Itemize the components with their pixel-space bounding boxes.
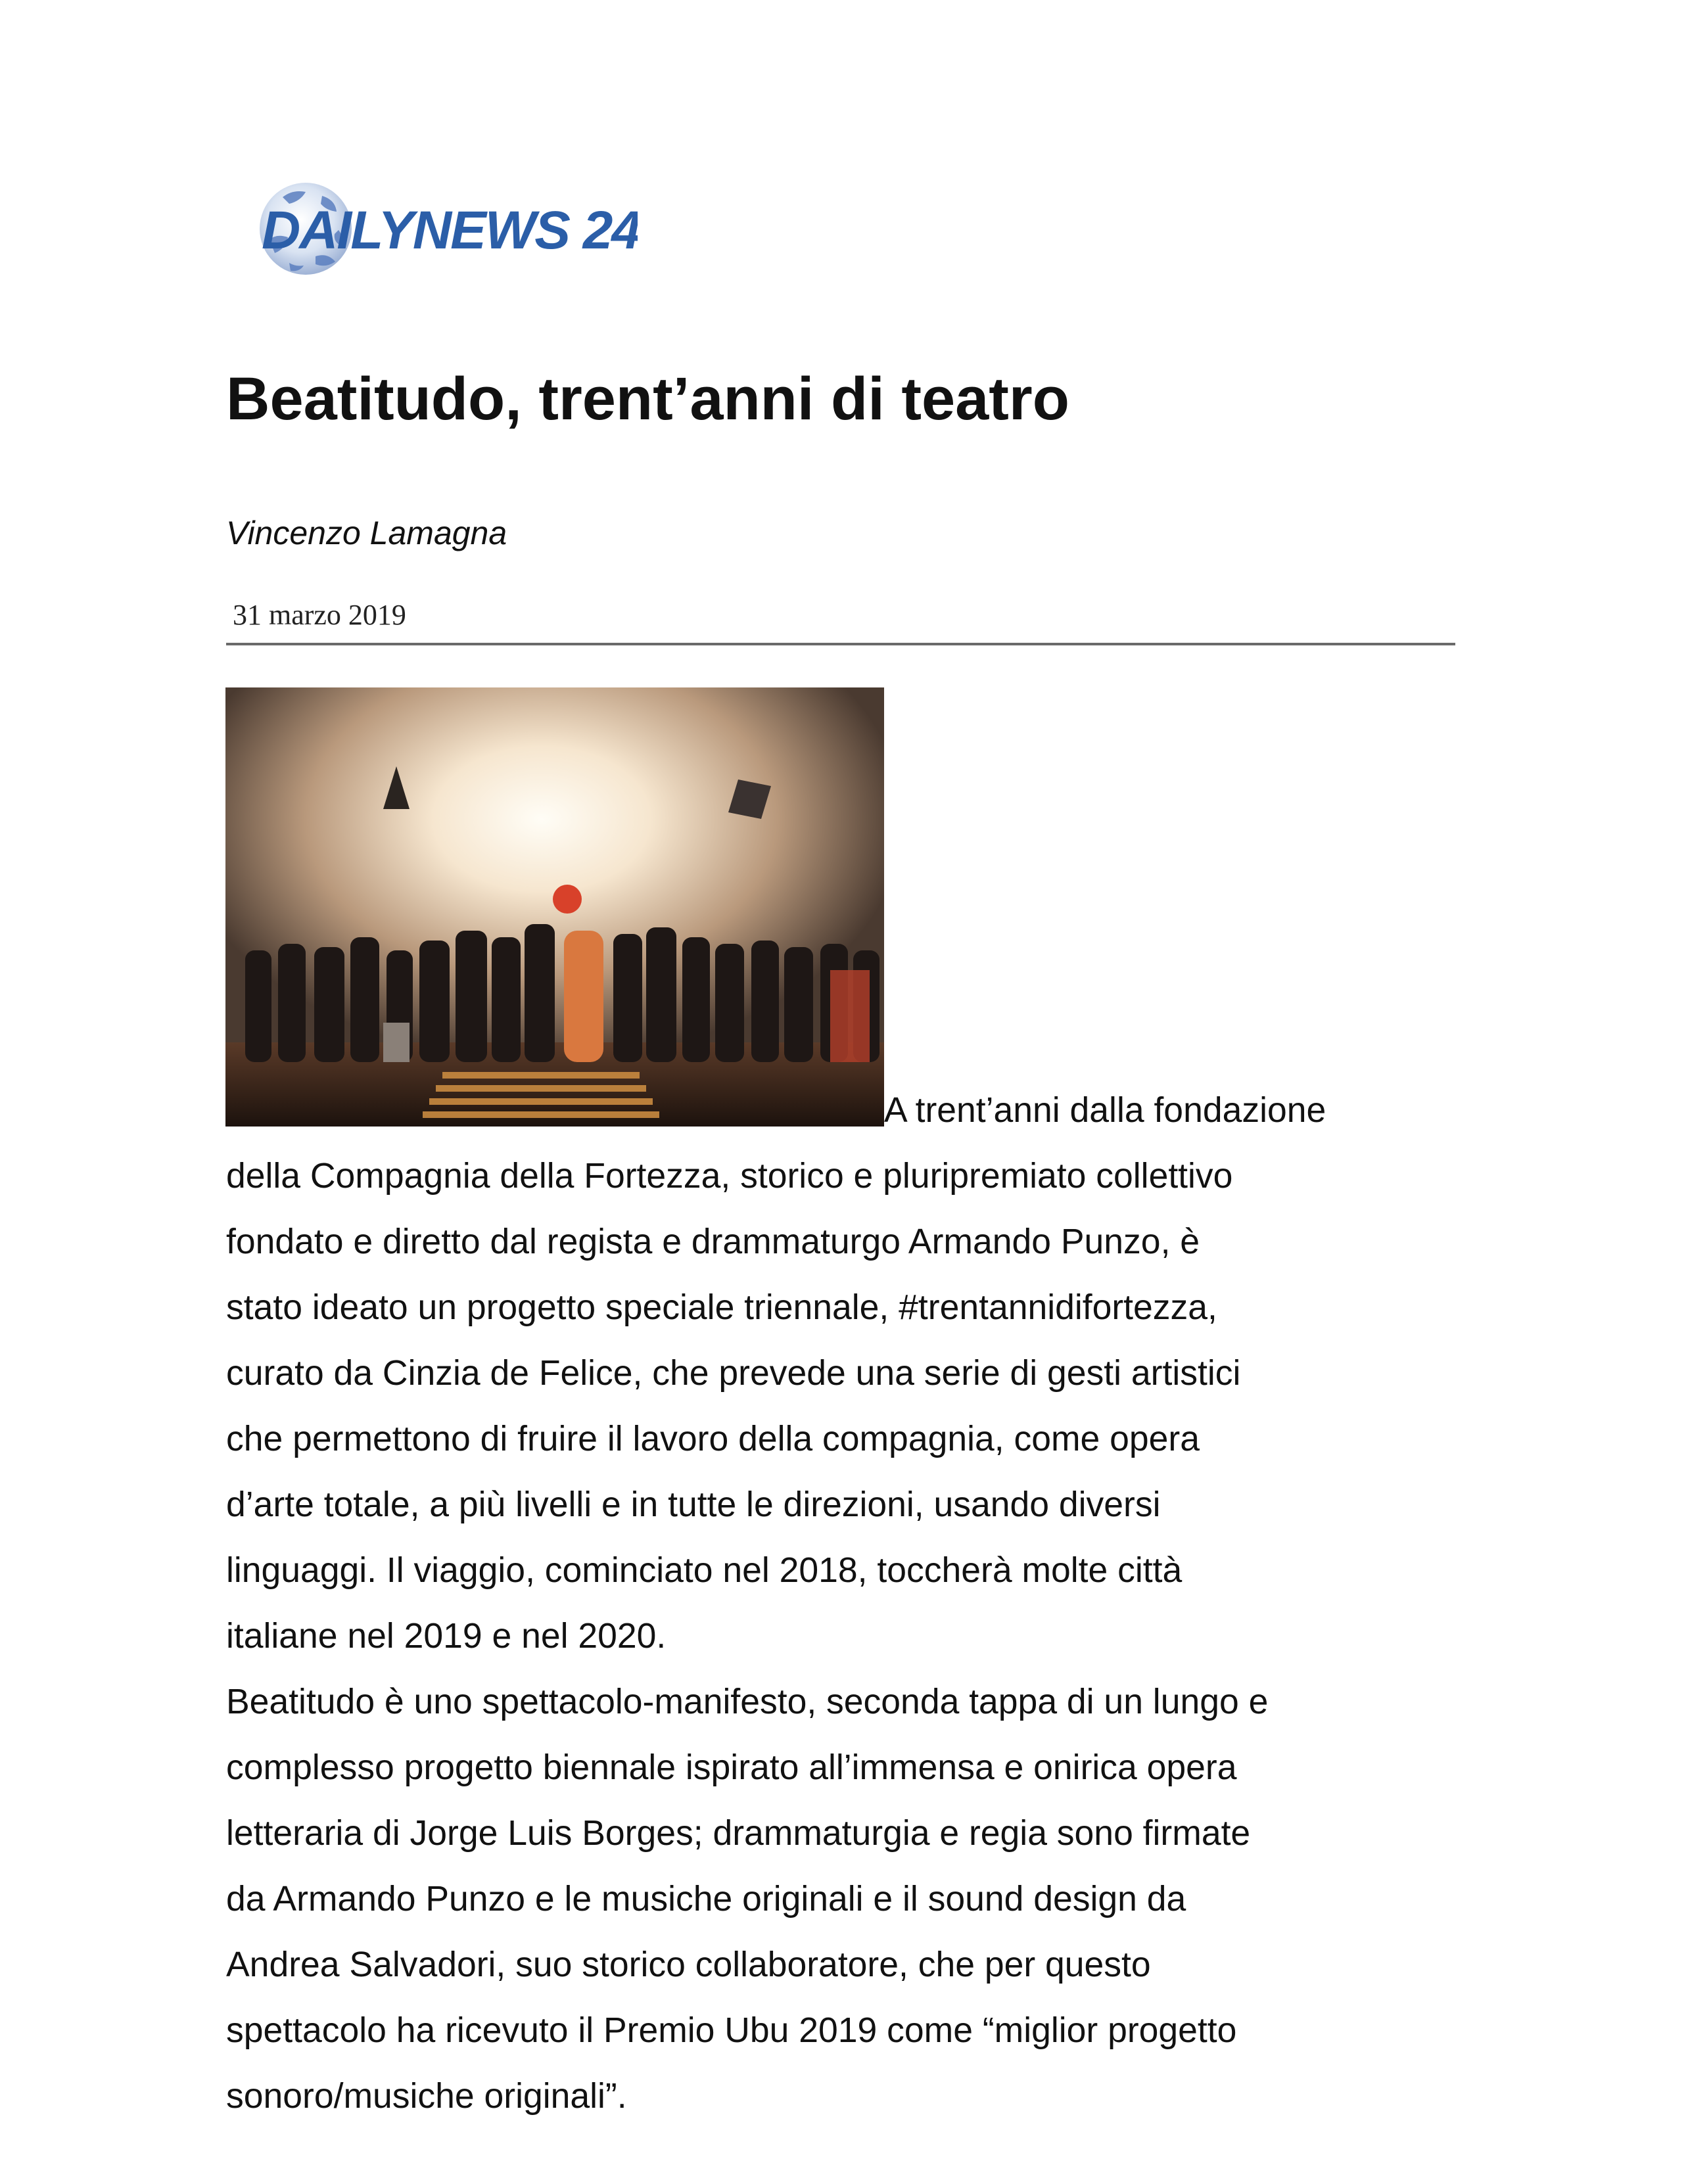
paragraph1-first-line: A trent’anni dalla fondazione [884,1091,1326,1130]
text-line: curato da Cinzia de Felice, che prevede una serie di gesti artistici [226,1354,1241,1393]
text-line: della Compagnia della Fortezza, storico e pluripremiato collettivo [226,1157,1233,1196]
theatre-photo [225,687,884,1127]
text-line: complesso progetto biennale ispirato all’immensa e onirica opera [226,1748,1237,1787]
site-logo[interactable] [243,177,638,283]
article-image [225,687,884,1127]
header-divider [226,643,1455,645]
text-line: sonoro/musiche originali”. [226,2077,627,2116]
globe-icon [243,177,638,283]
article-paragraph-2 [226,1669,1475,2129]
text-line: da Armando Punzo e le musiche originali e il sound design da [226,1880,1186,1918]
article-author[interactable]: Vincenzo Lamagna [226,515,507,551]
text-line: d’arte totale, a più livelli e in tutte le direzioni, usando diversi [226,1485,1161,1524]
text-line: letteraria di Jorge Luis Borges; drammaturgia e regia sono firmate [226,1814,1251,1853]
text-line: linguaggi. Il viaggio, cominciato nel 2018, toccherà molte città [226,1551,1183,1590]
text-line: Andrea Salvadori, suo storico collaboratore, che per questo [226,1945,1151,1984]
article-paragraph-1 [226,1144,1475,1669]
text-line: stato ideato un progetto speciale triennale, #trentannidifortezza, [226,1288,1217,1327]
article-date: 31 marzo 2019 [233,599,406,631]
text-line: fondato e diretto dal regista e drammaturgo Armando Punzo, è [226,1222,1200,1261]
article-title: Beatitudo, trent’anni di teatro [226,365,1069,432]
text-line: spettacolo ha ricevuto il Premio Ubu 2019 come “miglior progetto [226,2011,1237,2050]
text-line: italiane nel 2019 e nel 2020. [226,1617,667,1656]
text-line: Beatitudo è uno spettacolo-manifesto, seconda tappa di un lungo e [226,1683,1269,1721]
text-line: che permettono di fruire il lavoro della compagnia, come opera [226,1420,1200,1458]
logo-text: DAILYNEWS 24 [262,200,638,260]
